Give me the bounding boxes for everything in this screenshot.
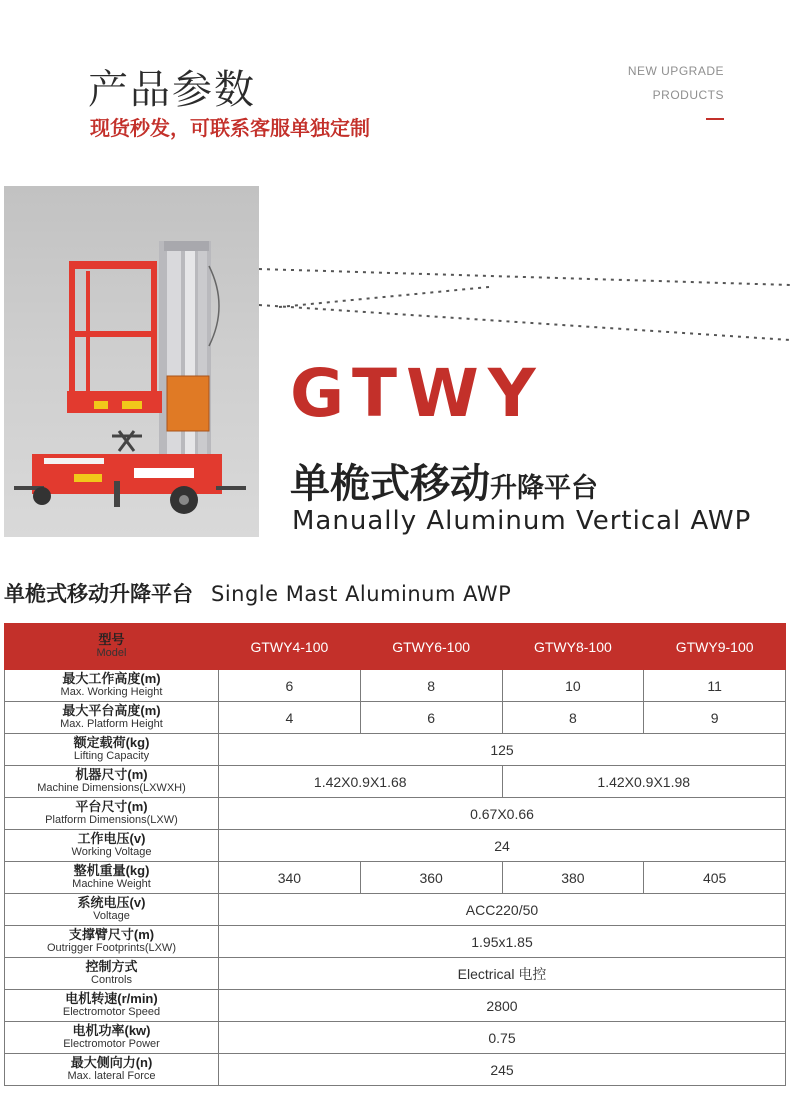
table-row	[5, 702, 786, 734]
row-label-en: Max. Working Height	[60, 686, 163, 698]
table-cell: 125	[219, 734, 786, 766]
table-cell: 340	[219, 862, 361, 894]
spec-table	[4, 623, 786, 1086]
spec-header-row	[5, 624, 786, 670]
table-row	[5, 1054, 786, 1086]
table-row	[5, 990, 786, 1022]
row-label-cn: 系统电压(v)	[77, 895, 146, 910]
row-label-cn: 电机转速(r/min)	[65, 991, 158, 1006]
decorative-dotted-lines	[259, 255, 790, 345]
table-row	[5, 894, 786, 926]
product-name-cn-large: 单桅式移动	[290, 461, 490, 507]
table-cell: 9	[644, 702, 786, 734]
table-heading-cn: 单桅式移动升降平台	[4, 582, 193, 606]
row-label	[5, 798, 219, 830]
row-label-cn: 控制方式	[85, 959, 138, 974]
table-row	[5, 766, 786, 798]
row-label-en: Lifting Capacity	[73, 750, 150, 762]
row-label-en: Platform Dimensions(LXW)	[45, 814, 178, 826]
row-label-en: Machine Weight	[72, 878, 151, 890]
table-cell: 8	[360, 670, 502, 702]
table-heading-en: Single Mast Aluminum AWP	[211, 582, 512, 606]
row-label-cn: 工作电压(v)	[77, 831, 146, 846]
row-label-cn: 支撑臂尺寸(m)	[68, 927, 155, 942]
table-cell: 405	[644, 862, 786, 894]
row-label-cn: 整机重量(kg)	[73, 863, 150, 878]
table-cell: 2800	[219, 990, 786, 1022]
table-cell: 380	[502, 862, 644, 894]
table-cell: ACC220/50	[219, 894, 786, 926]
table-row	[5, 734, 786, 766]
table-cell: 245	[219, 1054, 786, 1086]
page-title: 产品参数	[88, 67, 256, 113]
table-cell: 8	[502, 702, 644, 734]
product-photo	[4, 186, 259, 537]
table-row	[5, 862, 786, 894]
row-label-en: Working Voltage	[71, 846, 152, 858]
table-cell: 1.95x1.85	[219, 926, 786, 958]
accent-dash	[706, 118, 724, 120]
brand-name: GTWY	[290, 355, 545, 432]
table-cell: 0.67X0.66	[219, 798, 786, 830]
row-label	[5, 926, 219, 958]
model-header: GTWY9-100	[644, 624, 786, 670]
product-name-cn-small: 升降平台	[490, 473, 598, 504]
header-label-en: Model	[96, 647, 127, 659]
row-label	[5, 1054, 219, 1086]
row-label-cn: 平台尺寸(m)	[75, 799, 148, 814]
row-label	[5, 990, 219, 1022]
table-cell: 1.42X0.9X1.68	[219, 766, 503, 798]
table-cell: 10	[502, 670, 644, 702]
table-row	[5, 958, 786, 990]
row-label	[5, 1022, 219, 1054]
table-row	[5, 798, 786, 830]
table-cell: 11	[644, 670, 786, 702]
row-label-en: Machine Dimensions(LXWXH)	[37, 782, 186, 794]
row-label	[5, 830, 219, 862]
row-label-en: Electromotor Speed	[62, 1006, 161, 1018]
table-row	[5, 670, 786, 702]
table-cell: 360	[360, 862, 502, 894]
model-header: GTWY4-100	[219, 624, 361, 670]
product-name-en: Manually Aluminum Vertical AWP	[292, 506, 752, 536]
tag-products: PRODUCTS	[652, 88, 724, 102]
row-label-en: Voltage	[93, 910, 130, 922]
page-subtitle: 现货秒发，可联系客服单独定制	[90, 116, 370, 140]
row-label-cn: 电机功率(kw)	[72, 1023, 151, 1038]
table-cell: 24	[219, 830, 786, 862]
table-cell: 1.42X0.9X1.98	[502, 766, 786, 798]
tag-new-upgrade: NEW UPGRADE	[627, 64, 724, 78]
table-row	[5, 1022, 786, 1054]
row-label-cn: 额定载荷(kg)	[73, 735, 150, 750]
table-row	[5, 926, 786, 958]
row-label-cn: 最大平台高度(m)	[62, 703, 161, 718]
row-label	[5, 734, 219, 766]
row-label-cn: 最大侧向力(n)	[70, 1055, 153, 1070]
row-label	[5, 958, 219, 990]
product-name-cn	[290, 452, 598, 509]
row-label	[5, 766, 219, 798]
row-label-cn: 机器尺寸(m)	[75, 767, 148, 782]
row-label-en: Max. Platform Height	[60, 718, 163, 730]
model-header: GTWY8-100	[502, 624, 644, 670]
row-label-en: Outrigger Footprints(LXW)	[47, 942, 176, 954]
lift-illustration	[4, 186, 259, 537]
header-label-cell	[5, 624, 219, 670]
table-cell: 0.75	[219, 1022, 786, 1054]
table-cell: Electrical 电控	[219, 958, 786, 990]
row-label-en: Controls	[91, 974, 132, 986]
row-label	[5, 862, 219, 894]
table-cell: 4	[219, 702, 361, 734]
header-label-cn: 型号	[98, 632, 125, 647]
row-label-en: Max. lateral Force	[67, 1070, 156, 1082]
table-cell: 6	[360, 702, 502, 734]
row-label-cn: 最大工作高度(m)	[62, 671, 161, 686]
row-label	[5, 894, 219, 926]
table-row	[5, 830, 786, 862]
row-label-en: Electromotor Power	[63, 1038, 160, 1050]
model-header: GTWY6-100	[360, 624, 502, 670]
table-heading	[4, 578, 511, 608]
row-label	[5, 702, 219, 734]
table-cell: 6	[219, 670, 361, 702]
row-label	[5, 670, 219, 702]
